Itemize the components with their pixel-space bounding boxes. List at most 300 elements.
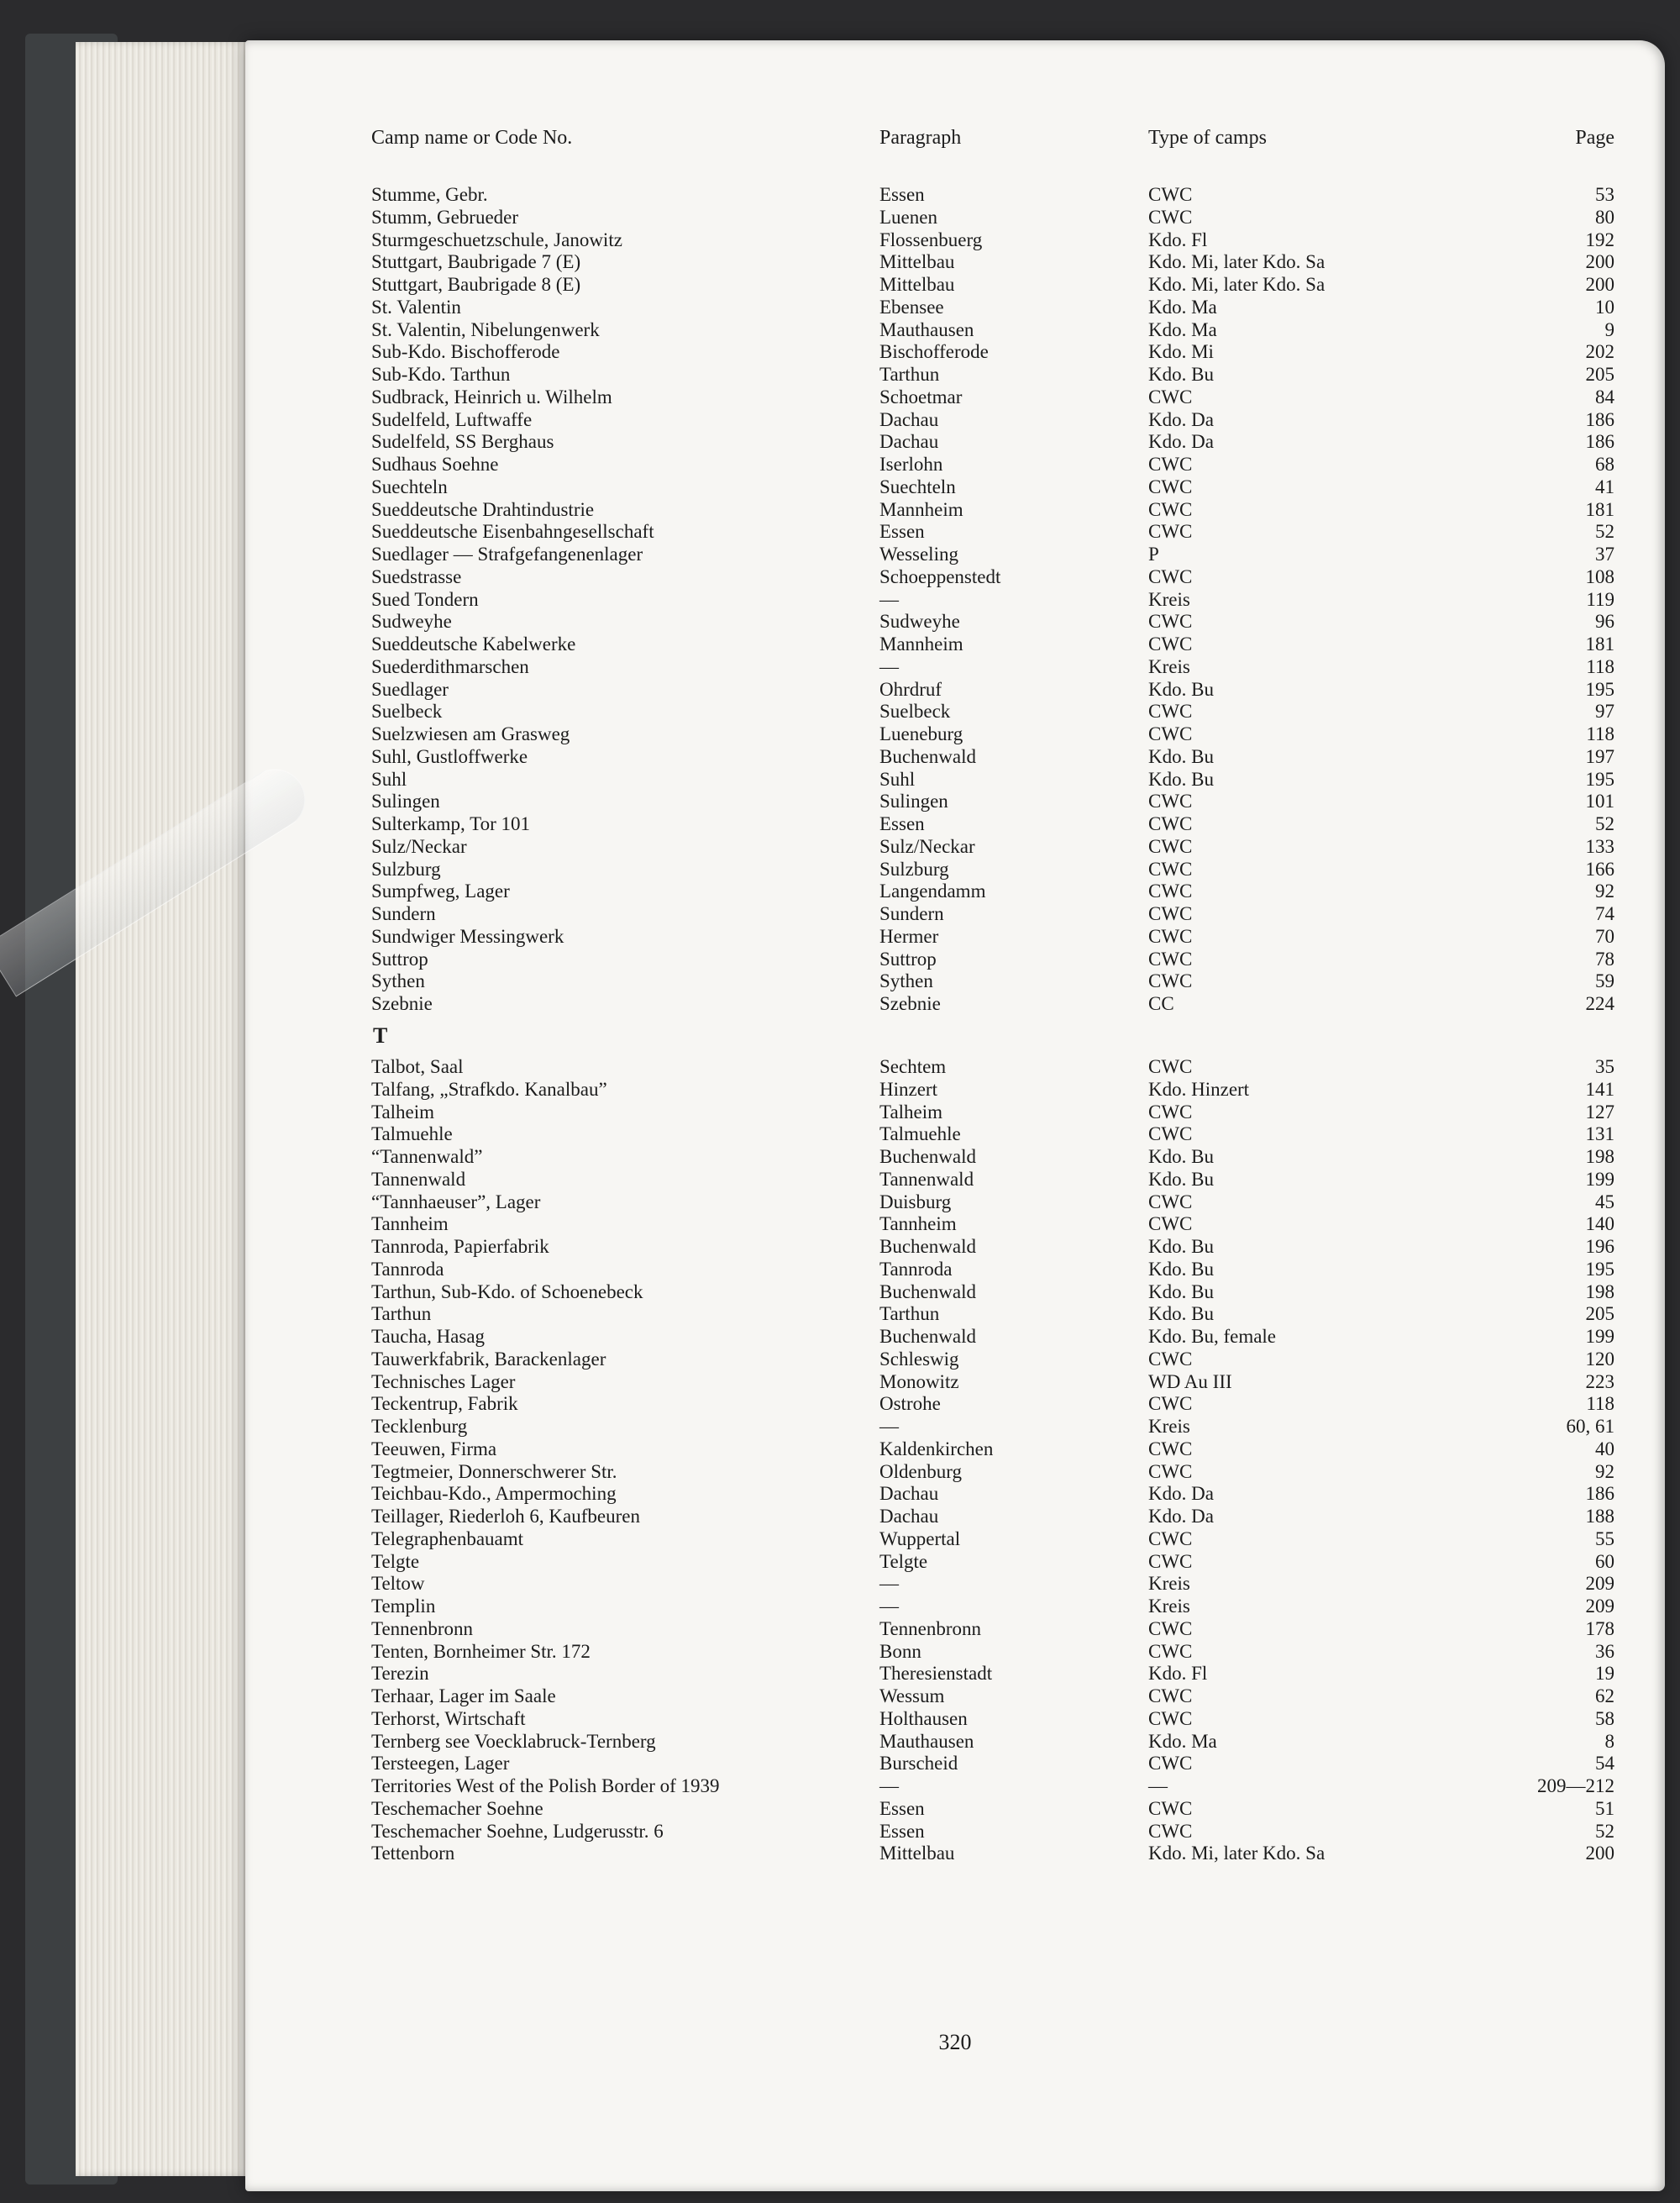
camp-type: CWC bbox=[1148, 1123, 1193, 1145]
camp-type: CWC bbox=[1148, 925, 1193, 947]
camp-name: Tenten, Bornheimer Str. 172 bbox=[371, 1640, 591, 1662]
camp-type: CWC bbox=[1148, 1527, 1193, 1549]
camp-type: Kdo. Ma bbox=[1148, 318, 1217, 340]
page-ref: 80 bbox=[1595, 206, 1614, 228]
table-row bbox=[245, 790, 1665, 812]
page-ref: 199 bbox=[1585, 1168, 1614, 1190]
table-row bbox=[245, 296, 1665, 318]
camp-name: Stumm, Gebrueder bbox=[371, 206, 519, 228]
camp-name: Suedlager bbox=[371, 678, 449, 700]
header-type: Type of camps bbox=[1148, 127, 1267, 149]
paragraph: Duisburg bbox=[879, 1191, 952, 1212]
table-row bbox=[245, 1617, 1665, 1640]
camp-type: CWC bbox=[1148, 1191, 1193, 1212]
camp-name: Suhl, Gustloffwerke bbox=[371, 745, 528, 767]
paragraph: Dachau bbox=[879, 1483, 939, 1505]
table-row bbox=[245, 273, 1665, 296]
page-ref: 78 bbox=[1595, 948, 1614, 970]
camp-name: Technisches Lager bbox=[371, 1370, 516, 1392]
camp-name: Stuttgart, Baubrigade 8 (E) bbox=[371, 274, 581, 295]
camp-type: Kreis bbox=[1148, 1416, 1190, 1437]
paragraph: Essen bbox=[879, 813, 925, 834]
camp-name: Szebnie bbox=[371, 993, 433, 1014]
page-ref: 68 bbox=[1595, 454, 1614, 475]
paragraph: Burscheid bbox=[879, 1753, 958, 1774]
table-row bbox=[245, 1348, 1665, 1370]
paragraph: Tannenwald bbox=[879, 1168, 974, 1190]
table-row bbox=[245, 880, 1665, 902]
camp-name: Suttrop bbox=[371, 948, 428, 970]
camp-name: Sulz/Neckar bbox=[371, 835, 467, 857]
camp-name: Teichbau-Kdo., Ampermoching bbox=[371, 1483, 617, 1505]
camp-name: Sudelfeld, Luftwaffe bbox=[371, 408, 533, 430]
camp-name: Suechteln bbox=[371, 476, 448, 497]
camp-name: Sueddeutsche Drahtindustrie bbox=[371, 498, 595, 520]
page-ref: 195 bbox=[1585, 1258, 1614, 1280]
camp-type: Kdo. Bu, female bbox=[1148, 1326, 1277, 1347]
paragraph: Buchenwald bbox=[879, 1280, 976, 1302]
table-row bbox=[245, 1707, 1665, 1730]
page-ref: 45 bbox=[1595, 1191, 1614, 1212]
camp-name: Tannheim bbox=[371, 1213, 449, 1235]
camp-type: CWC bbox=[1148, 1438, 1193, 1459]
camp-type: CWC bbox=[1148, 184, 1193, 205]
paragraph: Monowitz bbox=[879, 1370, 959, 1392]
camp-name: Ternberg see Voecklabruck-Ternberg bbox=[371, 1730, 656, 1752]
camp-name: Sudweyhe bbox=[371, 611, 452, 633]
camp-type: Kdo. Da bbox=[1148, 431, 1214, 453]
page-ref: 97 bbox=[1595, 701, 1614, 723]
paragraph: Schoeppenstedt bbox=[879, 565, 1001, 587]
camp-name: Tettenborn bbox=[371, 1843, 455, 1864]
page-ref: 70 bbox=[1595, 925, 1614, 947]
paragraph: Essen bbox=[879, 1820, 925, 1842]
camp-name: Sueddeutsche Eisenbahngesellschaft bbox=[371, 521, 654, 543]
camp-name: Sulzburg bbox=[371, 858, 441, 880]
page-ref: 118 bbox=[1586, 723, 1614, 744]
camp-type: CWC bbox=[1148, 1617, 1193, 1639]
table-row bbox=[245, 1212, 1665, 1235]
camp-name: Suederdithmarschen bbox=[371, 655, 529, 677]
paragraph: Sechtem bbox=[879, 1056, 947, 1077]
camp-type: CWC bbox=[1148, 1348, 1193, 1370]
page-ref: 41 bbox=[1595, 476, 1614, 497]
camp-name: Suhl bbox=[371, 768, 407, 790]
paragraph: Bischofferode bbox=[879, 341, 989, 363]
table-row bbox=[245, 206, 1665, 229]
paragraph: — bbox=[879, 1596, 899, 1617]
page-ref: 84 bbox=[1595, 386, 1614, 407]
camp-type: Kdo. Bu bbox=[1148, 745, 1214, 767]
camp-type: CWC bbox=[1148, 813, 1193, 834]
page-ref: 223 bbox=[1585, 1370, 1614, 1392]
camp-name: Taucha, Hasag bbox=[371, 1326, 486, 1347]
paragraph: Buchenwald bbox=[879, 1236, 976, 1257]
paragraph: Suechteln bbox=[879, 476, 956, 497]
camp-name: Tecklenburg bbox=[371, 1416, 468, 1437]
page-ref: 131 bbox=[1585, 1123, 1614, 1145]
camp-type: CWC bbox=[1148, 948, 1193, 970]
paragraph: Sulzburg bbox=[879, 858, 949, 880]
table-row bbox=[245, 1460, 1665, 1483]
page-ref: 181 bbox=[1585, 498, 1614, 520]
table-row bbox=[245, 363, 1665, 386]
paragraph: Hinzert bbox=[879, 1078, 937, 1100]
table-row bbox=[245, 768, 1665, 791]
page-ref: 198 bbox=[1585, 1146, 1614, 1167]
table-row bbox=[245, 1505, 1665, 1527]
paragraph: Tennenbronn bbox=[879, 1617, 982, 1639]
page-ref: 118 bbox=[1586, 1393, 1614, 1415]
page-ref: 133 bbox=[1585, 835, 1614, 857]
camp-name: Suelzwiesen am Grasweg bbox=[371, 723, 570, 744]
camp-name: Tarthun bbox=[371, 1303, 432, 1325]
paragraph: Tannroda bbox=[879, 1258, 953, 1280]
camp-type: CWC bbox=[1148, 498, 1193, 520]
camp-type: CWC bbox=[1148, 1101, 1193, 1123]
camp-type: Kdo. Mi bbox=[1148, 341, 1214, 363]
camp-name: Teschemacher Soehne bbox=[371, 1797, 543, 1819]
table-row bbox=[245, 1482, 1665, 1505]
paragraph: Sulingen bbox=[879, 791, 948, 812]
table-row bbox=[245, 1527, 1665, 1550]
camp-type: Kdo. Da bbox=[1148, 1506, 1214, 1527]
paragraph: Mittelbau bbox=[879, 274, 955, 295]
camp-name: Teschemacher Soehne, Ludgerusstr. 6 bbox=[371, 1820, 664, 1842]
camp-type: Kdo. Mi, later Kdo. Sa bbox=[1148, 251, 1326, 273]
table-row bbox=[245, 835, 1665, 858]
paragraph: Buchenwald bbox=[879, 745, 976, 767]
table-row bbox=[245, 1730, 1665, 1753]
camp-type: Kdo. Bu bbox=[1148, 1168, 1214, 1190]
paragraph: Buchenwald bbox=[879, 1146, 976, 1167]
page-ref: 141 bbox=[1585, 1078, 1614, 1100]
table-row bbox=[245, 610, 1665, 633]
camp-name: Teillager, Riederloh 6, Kaufbeuren bbox=[371, 1506, 640, 1527]
camp-type: CWC bbox=[1148, 1753, 1193, 1774]
camp-type: CWC bbox=[1148, 723, 1193, 744]
page-ref: 205 bbox=[1585, 1303, 1614, 1325]
page-ref: 52 bbox=[1595, 521, 1614, 543]
camp-type: CWC bbox=[1148, 1707, 1193, 1729]
paragraph: Mittelbau bbox=[879, 1843, 955, 1864]
table-row bbox=[245, 1168, 1665, 1191]
camp-type: Kdo. Hinzert bbox=[1148, 1078, 1250, 1100]
camp-name: Sumpfweg, Lager bbox=[371, 881, 510, 902]
camp-name: Tannenwald bbox=[371, 1168, 466, 1190]
page-ref: 209 bbox=[1585, 1596, 1614, 1617]
camp-name: Sueddeutsche Kabelwerke bbox=[371, 634, 576, 655]
page-ref: 186 bbox=[1585, 1483, 1614, 1505]
camp-name: Sudbrack, Heinrich u. Wilhelm bbox=[371, 386, 612, 407]
camp-type: CWC bbox=[1148, 1460, 1193, 1482]
camp-type: Kdo. Mi, later Kdo. Sa bbox=[1148, 1843, 1326, 1864]
page-ref: 10 bbox=[1595, 296, 1614, 318]
page-ref: 186 bbox=[1585, 408, 1614, 430]
camp-type: Kdo. Bu bbox=[1148, 364, 1214, 385]
page-ref: 37 bbox=[1595, 544, 1614, 565]
page-ref: 140 bbox=[1585, 1213, 1614, 1235]
camp-name: Sudelfeld, SS Berghaus bbox=[371, 431, 554, 453]
paragraph: Talmuehle bbox=[879, 1123, 961, 1145]
paragraph: Mauthausen bbox=[879, 318, 974, 340]
camp-type: Kdo. Fl bbox=[1148, 1663, 1208, 1685]
table-row bbox=[245, 229, 1665, 251]
paragraph: Schleswig bbox=[879, 1348, 959, 1370]
paragraph: Mannheim bbox=[879, 634, 963, 655]
page-ref: 52 bbox=[1595, 813, 1614, 834]
camp-type: CWC bbox=[1148, 1797, 1193, 1819]
paragraph: Lueneburg bbox=[879, 723, 963, 744]
table-row bbox=[245, 1842, 1665, 1864]
page-ref: 178 bbox=[1585, 1617, 1614, 1639]
page-ref: 209—212 bbox=[1537, 1775, 1614, 1796]
table-row bbox=[245, 408, 1665, 431]
camp-name: Tersteegen, Lager bbox=[371, 1753, 510, 1774]
camp-name: Talmuehle bbox=[371, 1123, 453, 1145]
camp-type: Kdo. Bu bbox=[1148, 1236, 1214, 1257]
page-ref: 118 bbox=[1586, 655, 1614, 677]
page-ref: 200 bbox=[1585, 251, 1614, 273]
table-row bbox=[245, 476, 1665, 498]
table-row bbox=[245, 1415, 1665, 1438]
paragraph: Szebnie bbox=[879, 993, 941, 1014]
camp-type: Kdo. Bu bbox=[1148, 1258, 1214, 1280]
page-ref: 54 bbox=[1595, 1753, 1614, 1774]
paragraph: Wuppertal bbox=[879, 1527, 961, 1549]
table-row bbox=[245, 1662, 1665, 1685]
page-ref: 108 bbox=[1585, 565, 1614, 587]
camp-name: Tauwerkfabrik, Barackenlager bbox=[371, 1348, 606, 1370]
paragraph: — bbox=[879, 588, 899, 610]
page-ref: 186 bbox=[1585, 431, 1614, 453]
paragraph: Mannheim bbox=[879, 498, 963, 520]
table-row bbox=[245, 386, 1665, 408]
camp-name: St. Valentin, Nibelungenwerk bbox=[371, 318, 600, 340]
page-ref: 92 bbox=[1595, 1460, 1614, 1482]
table-row bbox=[245, 543, 1665, 565]
paragraph: Kaldenkirchen bbox=[879, 1438, 994, 1459]
camp-name: Stumme, Gebr. bbox=[371, 184, 488, 205]
page-ref: 96 bbox=[1595, 611, 1614, 633]
table-row bbox=[245, 1572, 1665, 1595]
page-ref: 202 bbox=[1585, 341, 1614, 363]
camp-name: Sudhaus Soehne bbox=[371, 454, 499, 475]
paragraph: Tarthun bbox=[879, 364, 940, 385]
camp-type: CC bbox=[1148, 993, 1174, 1014]
camp-type: CWC bbox=[1148, 565, 1193, 587]
page-ref: 200 bbox=[1585, 1843, 1614, 1864]
page-ref: 127 bbox=[1585, 1101, 1614, 1123]
camp-name: Sturmgeschuetzschule, Janowitz bbox=[371, 229, 622, 250]
paragraph: Sulz/Neckar bbox=[879, 835, 975, 857]
camp-type: Kdo. Ma bbox=[1148, 296, 1217, 318]
table-row bbox=[245, 1145, 1665, 1168]
table-row bbox=[245, 1258, 1665, 1280]
page-ref: 196 bbox=[1585, 1236, 1614, 1257]
table-row bbox=[245, 1640, 1665, 1663]
camp-name: Sundern bbox=[371, 903, 436, 924]
paragraph: Wesseling bbox=[879, 544, 958, 565]
camp-name: Templin bbox=[371, 1596, 436, 1617]
camp-name: Talfang, „Strafkdo. Kanalbau” bbox=[371, 1078, 607, 1100]
camp-type: Kdo. Da bbox=[1148, 408, 1214, 430]
paragraph: Talheim bbox=[879, 1101, 943, 1123]
table-row bbox=[245, 655, 1665, 678]
camp-name: Talbot, Saal bbox=[371, 1056, 464, 1077]
paragraph: Schoetmar bbox=[879, 386, 963, 407]
camp-name: Sythen bbox=[371, 970, 425, 992]
paragraph: Ostrohe bbox=[879, 1393, 941, 1415]
camp-type: Kdo. Bu bbox=[1148, 768, 1214, 790]
paragraph: Tarthun bbox=[879, 1303, 940, 1325]
table-row bbox=[245, 1325, 1665, 1348]
book-page bbox=[245, 40, 1665, 2191]
camp-name: Teeuwen, Firma bbox=[371, 1438, 497, 1459]
page-ref: 19 bbox=[1595, 1663, 1614, 1685]
table-row bbox=[245, 902, 1665, 925]
page-number: 320 bbox=[938, 2030, 972, 2054]
page-ref: 224 bbox=[1585, 993, 1614, 1014]
camp-type: Kdo. Mi, later Kdo. Sa bbox=[1148, 274, 1326, 295]
page-ref: 36 bbox=[1595, 1640, 1614, 1662]
page-ref: 192 bbox=[1585, 229, 1614, 250]
camp-name: Terhaar, Lager im Saale bbox=[371, 1685, 556, 1706]
camp-type: CWC bbox=[1148, 903, 1193, 924]
camp-type: Kdo. Ma bbox=[1148, 1730, 1217, 1752]
page-ref: 51 bbox=[1595, 1797, 1614, 1819]
camp-type: CWC bbox=[1148, 1640, 1193, 1662]
table-row bbox=[245, 1438, 1665, 1460]
camp-type: WD Au III bbox=[1148, 1370, 1232, 1392]
page-ref: 101 bbox=[1585, 791, 1614, 812]
paragraph: Essen bbox=[879, 521, 925, 543]
page-ref: 92 bbox=[1595, 881, 1614, 902]
paragraph: Essen bbox=[879, 184, 925, 205]
camp-name: Stuttgart, Baubrigade 7 (E) bbox=[371, 251, 581, 273]
camp-name: Teckentrup, Fabrik bbox=[371, 1393, 518, 1415]
page-ref: 60, 61 bbox=[1566, 1416, 1614, 1437]
camp-type: CWC bbox=[1148, 701, 1193, 723]
camp-name: Telgte bbox=[371, 1550, 420, 1572]
paragraph: Flossenbuerg bbox=[879, 229, 983, 250]
header-paragraph: Paragraph bbox=[879, 127, 962, 149]
table-row bbox=[245, 1685, 1665, 1707]
table-row bbox=[245, 992, 1665, 1015]
camp-type: Kreis bbox=[1148, 655, 1190, 677]
page-ref: 205 bbox=[1585, 364, 1614, 385]
table-row bbox=[245, 1191, 1665, 1213]
camp-name: St. Valentin bbox=[371, 296, 461, 318]
paragraph: Iserlohn bbox=[879, 454, 943, 475]
paragraph: Mauthausen bbox=[879, 1730, 974, 1752]
table-row bbox=[245, 1302, 1665, 1325]
table-row bbox=[245, 318, 1665, 341]
page-ref: 166 bbox=[1585, 858, 1614, 880]
paragraph: Tannheim bbox=[879, 1213, 957, 1235]
table-row bbox=[245, 565, 1665, 588]
camp-type: CWC bbox=[1148, 858, 1193, 880]
camp-type: CWC bbox=[1148, 1056, 1193, 1077]
table-row bbox=[245, 858, 1665, 881]
camp-name: Terezin bbox=[371, 1663, 429, 1685]
table-row bbox=[245, 1280, 1665, 1303]
table-row bbox=[245, 498, 1665, 521]
table-row bbox=[245, 1820, 1665, 1843]
camp-type: CWC bbox=[1148, 791, 1193, 812]
camp-name: Tarthun, Sub-Kdo. of Schoenebeck bbox=[371, 1280, 643, 1302]
paragraph: Buchenwald bbox=[879, 1326, 976, 1347]
paragraph: Sythen bbox=[879, 970, 933, 992]
header-camp-name: Camp name or Code No. bbox=[371, 127, 573, 149]
camp-name: Sulingen bbox=[371, 791, 440, 812]
page-ref: 199 bbox=[1585, 1326, 1614, 1347]
page-ref: 58 bbox=[1595, 1707, 1614, 1729]
paragraph: Dachau bbox=[879, 1506, 939, 1527]
camp-name: Suelbeck bbox=[371, 701, 443, 723]
table-row bbox=[245, 1595, 1665, 1617]
page-ref: 62 bbox=[1595, 1685, 1614, 1706]
table-row bbox=[245, 948, 1665, 970]
camp-type: — bbox=[1148, 1775, 1168, 1796]
camp-type: Kdo. Bu bbox=[1148, 1280, 1214, 1302]
table-row bbox=[245, 812, 1665, 835]
paragraph: — bbox=[879, 655, 899, 677]
table-row bbox=[245, 1370, 1665, 1393]
camp-type: CWC bbox=[1148, 1213, 1193, 1235]
page-ref: 9 bbox=[1604, 318, 1614, 340]
camp-type: P bbox=[1148, 544, 1159, 565]
table-row bbox=[245, 1752, 1665, 1774]
camp-type: CWC bbox=[1148, 970, 1193, 992]
page-ref: 55 bbox=[1595, 1527, 1614, 1549]
camp-type: Kdo. Da bbox=[1148, 1483, 1214, 1505]
table-row bbox=[245, 1101, 1665, 1123]
camp-type: Kdo. Bu bbox=[1148, 678, 1214, 700]
camp-type: CWC bbox=[1148, 476, 1193, 497]
table-row bbox=[245, 1078, 1665, 1101]
camp-type: CWC bbox=[1148, 835, 1193, 857]
paragraph: Luenen bbox=[879, 206, 937, 228]
table-row bbox=[245, 633, 1665, 655]
paragraph: Suhl bbox=[879, 768, 916, 790]
table-row bbox=[245, 430, 1665, 453]
page-ref: 52 bbox=[1595, 1820, 1614, 1842]
paragraph: Bonn bbox=[879, 1640, 921, 1662]
camp-name: Tannroda bbox=[371, 1258, 444, 1280]
page-ref: 74 bbox=[1595, 903, 1614, 924]
camp-type: CWC bbox=[1148, 1393, 1193, 1415]
camp-type: Kreis bbox=[1148, 588, 1190, 610]
table-row bbox=[245, 1123, 1665, 1145]
page-ref: 35 bbox=[1595, 1056, 1614, 1077]
page-ref: 209 bbox=[1585, 1573, 1614, 1595]
camp-type: CWC bbox=[1148, 1550, 1193, 1572]
page-ref: 198 bbox=[1585, 1280, 1614, 1302]
paragraph: Ohrdruf bbox=[879, 678, 942, 700]
paragraph: Ebensee bbox=[879, 296, 944, 318]
table-row bbox=[245, 925, 1665, 948]
table-row bbox=[245, 1797, 1665, 1820]
table-row bbox=[245, 250, 1665, 273]
camp-type: Kdo. Bu bbox=[1148, 1146, 1214, 1167]
paragraph: Dachau bbox=[879, 431, 939, 453]
page-ref: 59 bbox=[1595, 970, 1614, 992]
header-page: Page bbox=[1575, 127, 1614, 149]
table-row bbox=[245, 970, 1665, 992]
camp-type: Kreis bbox=[1148, 1596, 1190, 1617]
camp-type: CWC bbox=[1148, 634, 1193, 655]
